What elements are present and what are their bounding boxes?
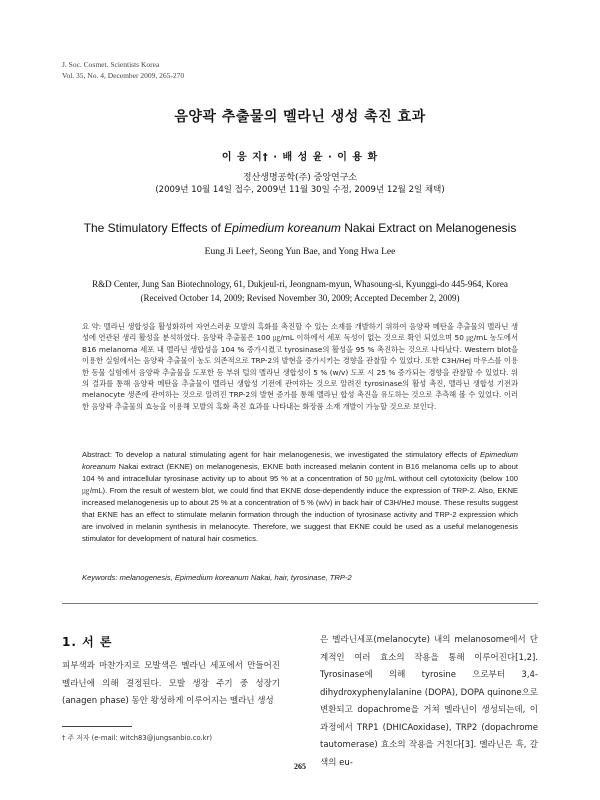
abstract-species: Epimedium koreanum [82,450,518,471]
keywords-text: : melanogenesis, Epimedium koreanum Nakai, hair, tyrosinase, TRP-2 [115,573,352,582]
korean-affiliation: 정산생명공학(주) 중앙연구소 [242,173,358,183]
english-abstract [82,449,518,545]
korean-authors: 이 응 지† · 배 성 윤 · 이 용 화 [221,152,379,163]
section-divider [62,603,538,604]
footnote-divider [62,726,132,727]
abstract-part2: Nakai extract (EKNE) on melanogenesis, EKNE both increased melanin content in B16 melanoma cells up to about 104 % and intracellular tyrosinase activity up to about 95 % at a concentration of 50 ㎍/mL without cell cytotoxicity (below 100 ㎍/mL). From the result of western blot, we could find that EKNE dose-dependently induce the expression of TRP-2. Also, EKNE increased melanogenesis up to about 25 % at a concentration of 5 % (w/v) in back hair of C3H/HeJ mouse. These results suggest that EKNE has an effect to stimulate melanin formation through the induction of tyrosinase activity and TRP-2 expression which are involved in melanin synthesis in melanocyte. Therefore, we suggest that EKNE could be used as a useful melanogenesis stimulator for development of natural hair cosmetics. [82,462,518,543]
korean-dates: (2009년 10월 14일 접수, 2009년 11월 30일 수정, 2009년 12월 2일 채택) [155,185,445,195]
english-title-species: Epimedium koreanum [224,221,341,235]
body-right-column: 은 멜라닌세포(melanocyte) 내의 melanosome에서 단계적인 여러 효소의 작용을 통해 이루어진다[1,2]. Tyrosinase에 의해 tyrosine 으로부터 3,4-dihydroxyphenylalanine (DOPA), DOPA quinone으로 변환되고 dopachrome을 거쳐 멜라닌이 생성되는데, 이 과정에서 TRP1 (DHICAoxidase), TRP2 (dopachrome tautomerase) 효소의 작용을 거친다[3]. 멜라닌은 흑, 갈색의 eu- [320,635,538,768]
english-authors: Eung Ji Lee†, Seong Yun Bae, and Yong Hwa Lee [204,247,396,257]
corresponding-author-footnote: † 주 저자 (e-mail: witch83@jungsanbio.co.kr) [62,734,213,742]
journal-volume: Vol. 35, No. 4, December 2009, 265-270 [62,70,185,80]
english-title [0,221,600,235]
english-title-suffix: Nakai Extract on Melanogenesis [340,221,517,235]
korean-title: 음양곽 추출물의 멜라닌 생성 촉진 효과 [174,109,426,125]
section-number: 1. [62,635,77,649]
journal-name: J. Soc. Cosmet. Scientists Korea [62,60,160,69]
english-affiliation: R&D Center, Jung San Biotechnology, 61, Dukjeul-ri, Jeongnam-myun, Whasoung-si, Kyunggi-do 445-964, Korea [92,279,508,289]
journal-header [62,60,184,81]
abstract-part1: : To develop a natural stimulating agent for hair melanogenesis, we investigated the stimulatory effects of [109,450,481,459]
section-heading [62,633,112,650]
english-title-prefix: The Stimulatory Effects of [83,221,225,235]
page-number: 265 [294,762,306,771]
abstract-label: Abstract [82,450,110,459]
english-dates: (Received October 14, 2009; Revised November 30, 2009; Accepted December 2, 2009) [140,293,460,303]
keywords [82,573,518,582]
english-affiliation-block [0,277,600,305]
body-left-column: 피부색과 마찬가지로 모발색은 멜라닌 세포에서 만들어진 멜라닌에 의해 결정된다. 모발 생장 주기 중 성장기(anagen phase) 동안 왕성하게 이루어지는 멜라닌 생성 [62,661,280,706]
keywords-label: Keywords [82,573,116,582]
korean-abstract: 요 약: 멜라닌 생합성을 활성화하여 자연스러운 모발의 흑화를 촉진할 수 있는 소재를 개발하기 위하여 음양곽 메탄올 추출물의 멜라닌 생성에 연관된 생리 활성을 분석하였다. 음양곽 추출물은 100 ㎍/mL 이하에서 세포 독성이 없는 것으로 확인 되었으며 50 ㎍/mL 농도에서 B16 melanoma 세포 내 멜라닌 생합성을 104 % 증가시켰고 tyrosinase의 활성을 95 % 촉진하는 것으로 나타났다. Western blot을 이용한 실험에서는 음양곽 추출물이 농도 의존적으로 TRP-2의 발현을 증가시키는 경향을 관찰할 수 있었다. 또한 C3H/Hej 마우스를 이용한 동물 실험에서 음양곽 추출물을 도포한 등 부위 털의 멜라닌 생합성이 5 % (w/v) 도포 시 25 % 증가되는 경향을 관찰할 수 있었다. 위의 결과를 통해 음양곽 메탄올 추출물이 멜라닌 생합성 기전에 관여하는 것으로 알려진 tyrosinase의 활성 촉진, 멜라닌 생합성 기전과 melanocyte 생존에 관여하는 것으로 알려진 TRP-2의 발현 증가를 통해 멜라닌 합성 촉진을 유도하는 것으로 추측해 볼 수 있었다. 이러한 음양곽 추출물의 효능을 이용해 모발의 흑화 촉진 효과를 나타내는 화장품 소재 개발이 가능할 것으로 보인다. [82,322,518,411]
section-title: 서 론 [82,635,113,649]
